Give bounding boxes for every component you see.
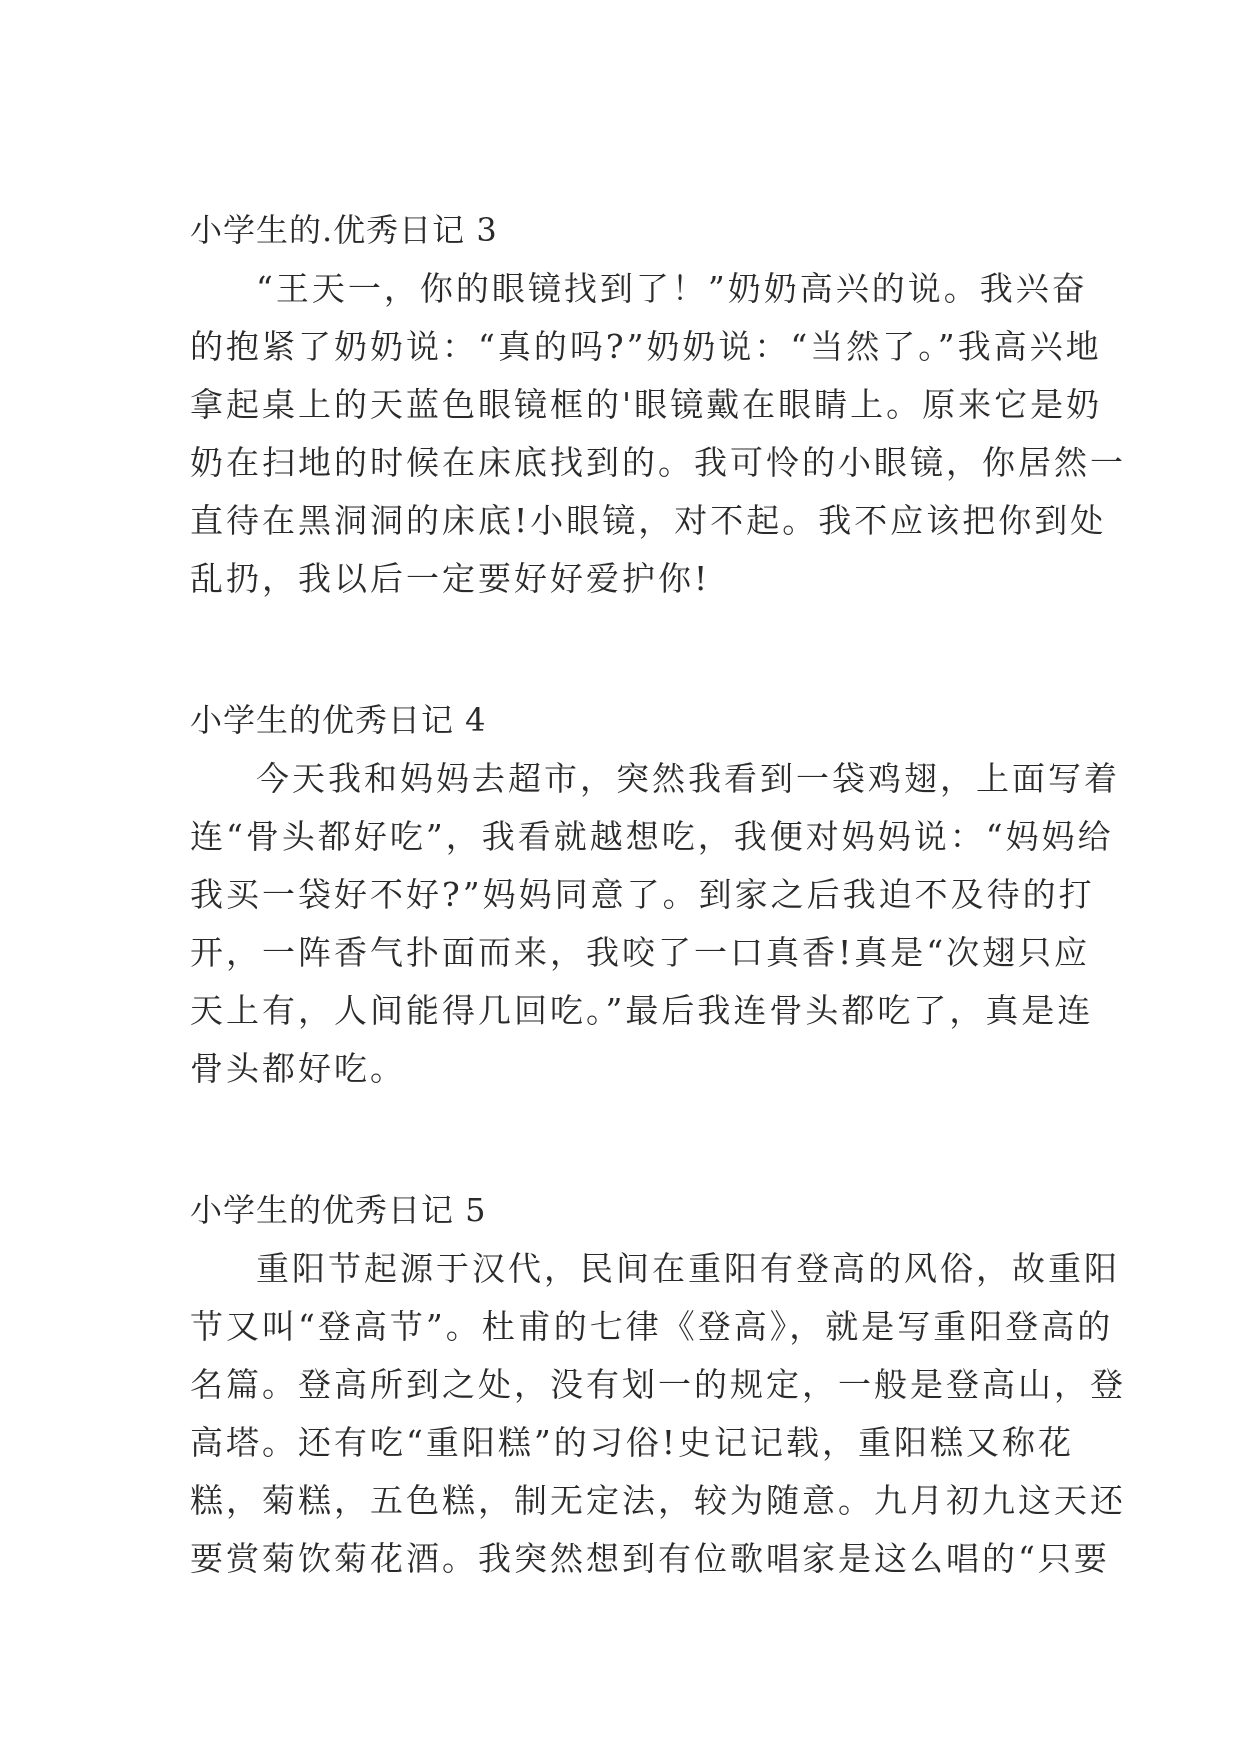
body-line: 奶在扫地的时候在床底找到的。我可怜的小眼镜，你居然一 [190, 443, 1126, 482]
entry-body [190, 260, 1126, 608]
body-line: 高塔。还有吃“重阳糕”的习俗!史记记载，重阳糕又称花 [190, 1423, 1075, 1462]
body-line: 拿起桌上的天蓝色眼镜框的'眼镜戴在眼睛上。原来它是奶 [190, 385, 1103, 424]
diary-entry-4 [190, 690, 1120, 1098]
body-line: 开，一阵香气扑面而来，我咬了一口真香!真是“次翅只应 [190, 933, 1091, 972]
body-line: 连“骨头都好吃”，我看就越想吃，我便对妈妈说：“妈妈给 [190, 817, 1114, 856]
body-line: 重阳节起源于汉代，民间在重阳有登高的风俗，故重阳 [256, 1249, 1120, 1288]
body-line: 节又叫“登高节”。杜甫的七律《登高》，就是写重阳登高的 [190, 1307, 1114, 1346]
body-line: 乱扔，我以后一定要好好爱护你! [190, 559, 711, 598]
body-line: 糕，菊糕，五色糕，制无定法，较为随意。九月初九这天还 [190, 1481, 1126, 1520]
body-line: “王天一，你的眼镜找到了！”奶奶高兴的说。我兴奋 [256, 269, 1088, 308]
body-line: 天上有，人间能得几回吃。”最后我连骨头都吃了，真是连 [190, 991, 1094, 1030]
diary-entry-5 [190, 1180, 1126, 1588]
entry-heading: 小学生的优秀日记 5 [190, 1191, 487, 1229]
body-line: 我买一袋好不好?”妈妈同意了。到家之后我迫不及待的打 [190, 875, 1095, 914]
entry-body [190, 1240, 1126, 1588]
body-line: 直待在黑洞洞的床底!小眼镜，对不起。我不应该把你到处 [190, 501, 1107, 540]
body-line: 要赏菊饮菊花酒。我突然想到有位歌唱家是这么唱的“只要 [190, 1539, 1110, 1578]
body-line: 的抱紧了奶奶说：“真的吗?”奶奶说：“当然了。”我高兴地 [190, 327, 1102, 366]
entry-heading: 小学生的优秀日记 4 [190, 701, 487, 739]
body-line: 骨头都好吃。 [190, 1049, 406, 1088]
diary-entry-3 [190, 200, 1126, 608]
entry-body [190, 750, 1120, 1098]
body-line: 今天我和妈妈去超市，突然我看到一袋鸡翅，上面写着 [256, 759, 1120, 798]
body-line: 名篇。登高所到之处，没有划一的规定，一般是登高山，登 [190, 1365, 1126, 1404]
entry-heading: 小学生的.优秀日记 3 [190, 211, 498, 249]
